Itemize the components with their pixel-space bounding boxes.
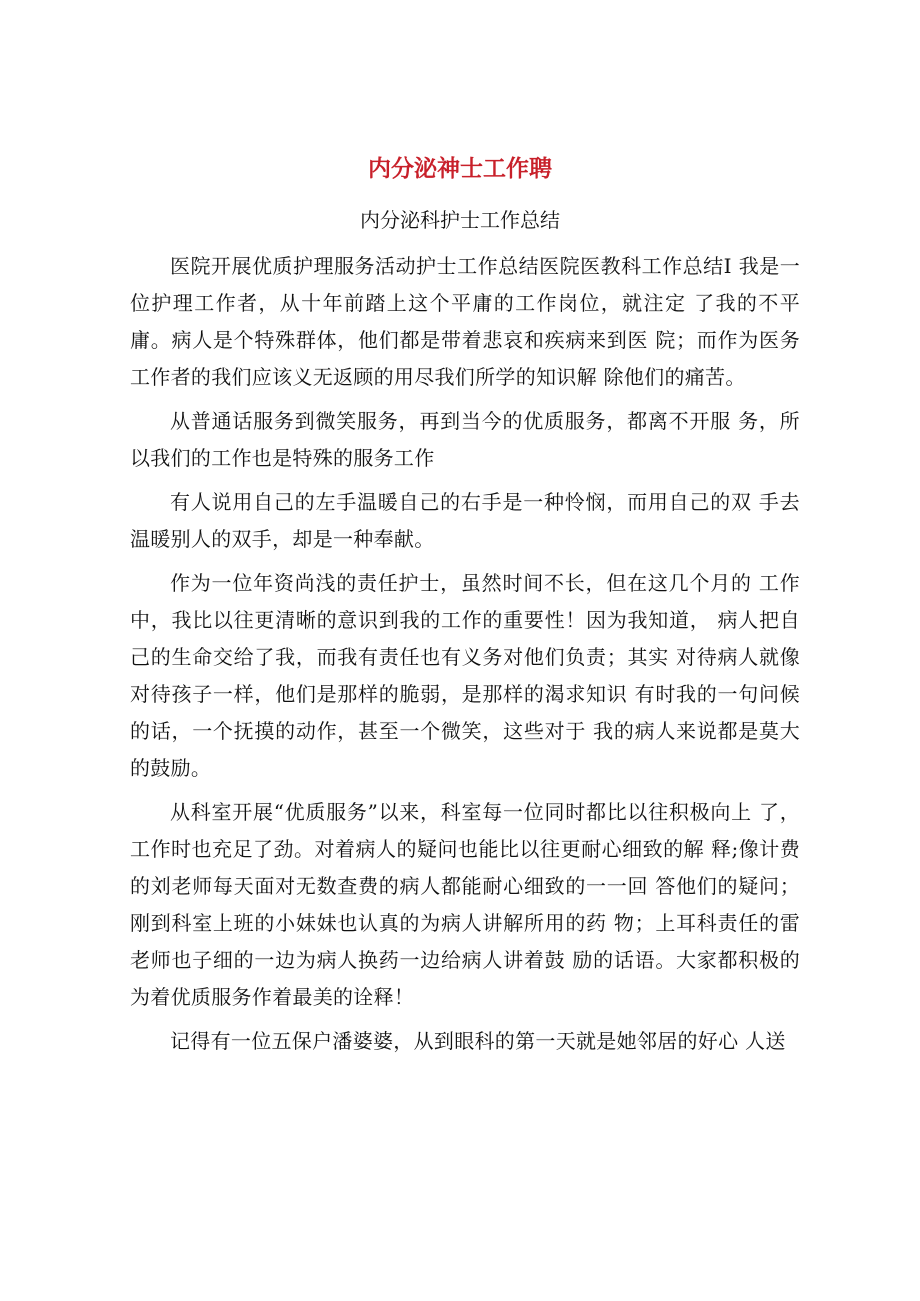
paragraph: 记得有一位五保户潘婆婆，从到眼科的第一天就是她邻居的好心 人送	[170, 1029, 786, 1053]
paragraph: 医院开展优质护理服务活动护士工作总结医院医教科工作总结I 我是一位护理工作者，从十年前踏上这个平庸的工作岗位，就注定 了我的不平庸。病人是个特殊群体，他们都是带着悲哀和疾病来到医 院；而作为医务工作者的我们应该义无返顾的用尽我们所学的知识解 除他们的痛苦。	[130, 254, 800, 389]
paragraph: 从科室开展“优质服务”以来，科室每一位同时都比以往积极向上 了，工作时也充足了劲。对着病人的疑问也能比以往更耐心细致的解 释;像计费的刘老师每天面对无数查费的病人都能耐心细致的一一回 答他们的疑问；刚到科室上班的小妹妹也认真的为病人讲解所用的药 物；上耳科责任的雷老师也子细的一边为病人换药一边给病人讲着鼓 励的话语。大家都积极的为着优质服务作着最美的诠释！	[130, 800, 800, 1009]
paragraph: 从普通话服务到微笑服务，再到当今的优质服务，都离不开服 务，所以我们的工作也是特殊的服务工作	[130, 409, 800, 470]
paragraph: 有人说用自己的左手温暖自己的右手是一种怜悯，而用自己的双 手去温暖别人的双手，却是一种奉献。	[130, 490, 800, 551]
document-title: 内分泌神士工作聘	[368, 156, 552, 182]
document-body	[130, 248, 800, 1060]
paragraph: 作为一位年资尚浅的责任护士，虽然时间不长，但在这几个月的 工作中，我比以往更清晰的意识到我的工作的重要性！因为我知道， 病人把自己的生命交给了我，而我有责任也有义务对他们负责；其实 对待病人就像对待孩子一样，他们是那样的脆弱，是那样的渴求知识 有时我的一句问候的话，一个抚摸的动作，甚至一个微笑，这些对于 我的病人来说都是莫大的鼓励。	[130, 571, 800, 780]
document-subtitle: 内分泌科护士工作总结	[360, 208, 560, 232]
